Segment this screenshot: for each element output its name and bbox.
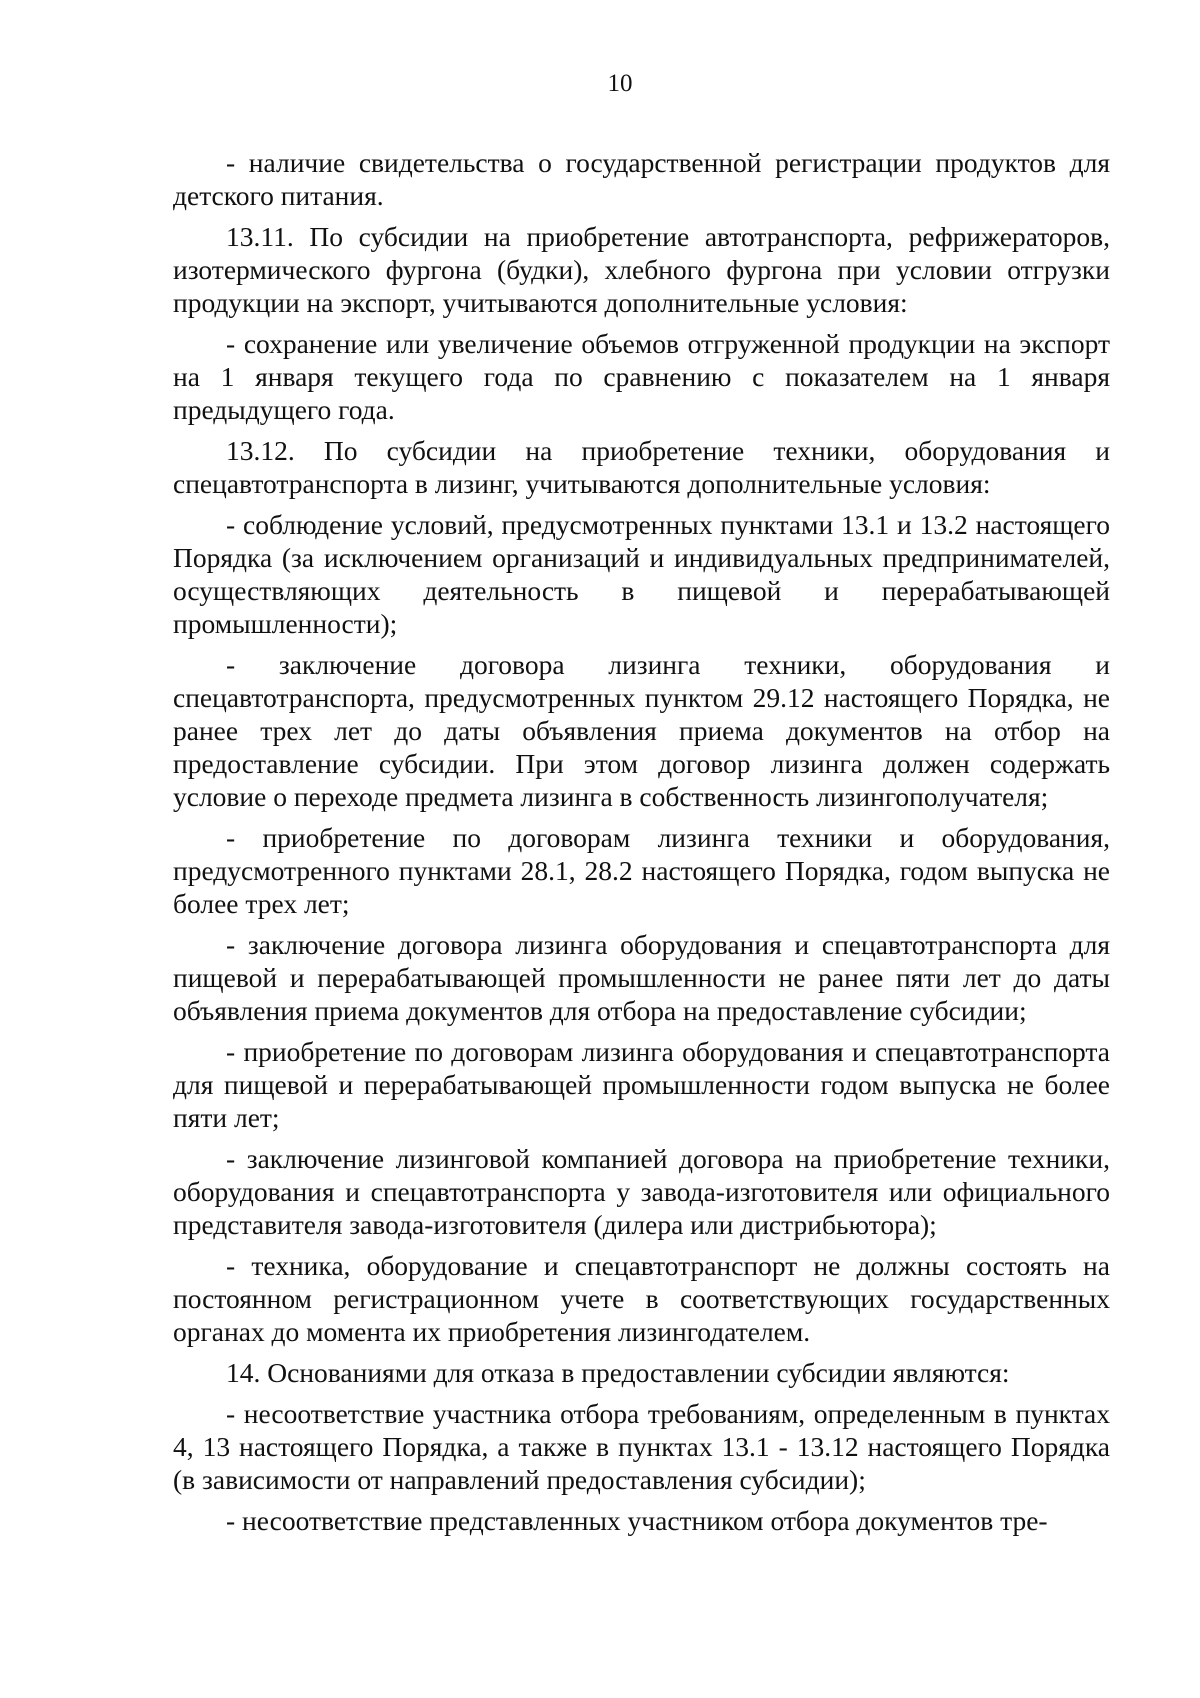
paragraph-baby-food-certificate: - наличие свидетельства о государственной регистрации продуктов для детского питания.: [173, 147, 1110, 211]
paragraph-food-industry-release-year: - приобретение по договорам лизинга оборудования и спецавтотранспорта для пищевой и перерабатывающей промышленности годом выпуска не более пяти лет;: [173, 1036, 1110, 1133]
paragraph-leasing-contract-three-years: - заключение договора лизинга техники, оборудования и спецавтотранспорта, предусмотренных пунктом 29.12 настоящего Порядка, не ранее трех лет до даты объявления приема документов на отбор на предоставление субсидии. При этом договор лизинга должен содержать условие о переходе предмета лизинга в собственность лизингополучателя;: [173, 649, 1110, 812]
paragraph-manufacturer-contract: - заключение лизинговой компанией договора на приобретение техники, оборудования и спецавтотранспорта у завода-изготовителя или официального представителя завода-изготовителя (дилера или дистрибьютора);: [173, 1143, 1110, 1240]
paragraph-13-11: 13.11. По субсидии на приобретение автотранспорта, рефрижераторов, изотермического фургона (будки), хлебного фургона при условии отгрузки продукции на экспорт, учитываются дополнительные условия:: [173, 221, 1110, 318]
document-body: [173, 146, 1110, 1545]
paragraph-registration-status: - техника, оборудование и спецавтотранспорт не должны состоять на постоянном регистрационном учете в соответствующих государственных органах до момента их приобретения лизингодателем.: [173, 1250, 1110, 1347]
paragraph-leasing-contract-five-years: - заключение договора лизинга оборудования и спецавтотранспорта для пищевой и перерабатывающей промышленности не ранее пяти лет до даты объявления приема документов для отбора на предоставление субсидии;: [173, 929, 1110, 1026]
paragraph-equipment-release-year: - приобретение по договорам лизинга техники и оборудования, предусмотренного пунктами 28.1, 28.2 настоящего Порядка, годом выпуска не более трех лет;: [173, 822, 1110, 919]
paragraph-13-12: 13.12. По субсидии на приобретение техники, оборудования и спецавтотранспорта в лизинг, учитываются дополнительные условия:: [173, 435, 1110, 499]
paragraph-14: 14. Основаниями для отказа в предоставлении субсидии являются:: [226, 1357, 1010, 1388]
paragraph-conditions-13-1-13-2: - соблюдение условий, предусмотренных пунктами 13.1 и 13.2 настоящего Порядка (за исключением организаций и индивидуальных предпринимателей, осуществляющих деятельность в пищевой и перерабатывающей промышленности);: [173, 509, 1110, 639]
paragraph-export-volumes: - сохранение или увеличение объемов отгруженной продукции на экспорт на 1 января текущего года по сравнению с показателем на 1 января предыдущего года.: [173, 328, 1110, 425]
paragraph-nonconformity-documents: - несоответствие представленных участником отбора документов тре-: [226, 1505, 1048, 1536]
page-number: 10: [607, 70, 633, 97]
paragraph-nonconformity-participant: - несоответствие участника отбора требованиям, определенным в пунктах 4, 13 настоящего Порядка, а также в пунктах 13.1 - 13.12 настоящего Порядка (в зависимости от направлений предоставления субсидии);: [173, 1398, 1110, 1495]
